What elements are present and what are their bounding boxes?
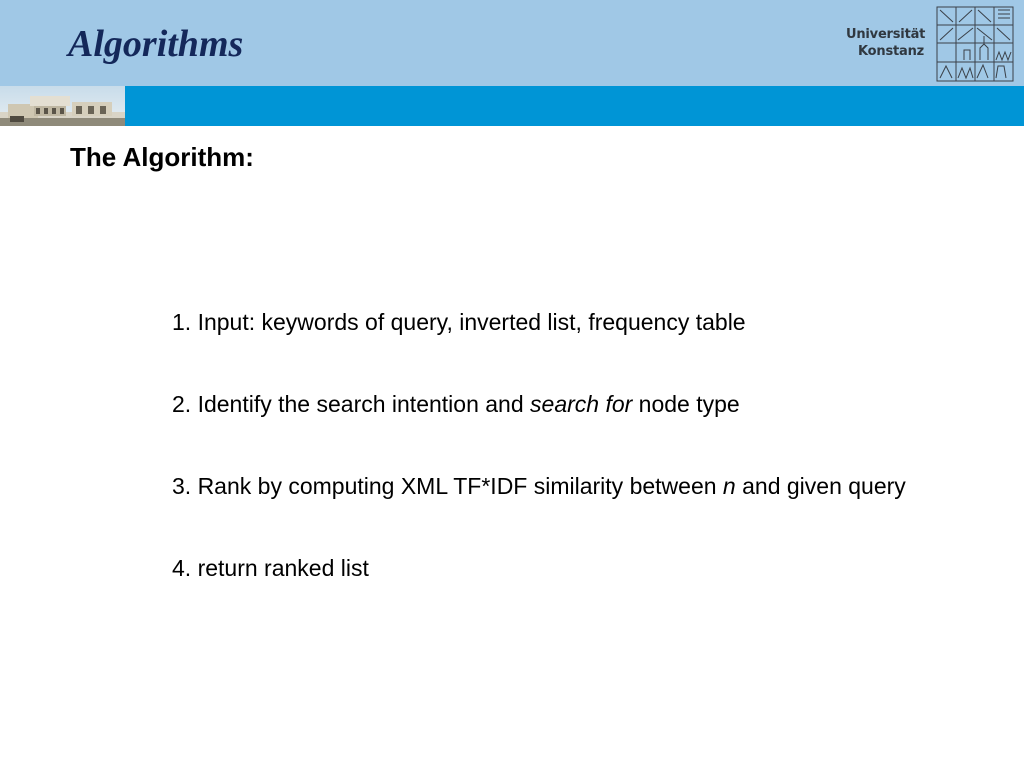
step-2-text: 2. Identify the search intention and — [172, 391, 531, 417]
step-3-emphasis: n — [722, 473, 736, 499]
deck-title: Algorithms — [68, 23, 244, 65]
university-name-line2: Konstanz — [858, 44, 924, 59]
algorithm-step-4 — [172, 552, 962, 585]
campus-building-photo — [0, 86, 125, 126]
university-emblem-icon — [936, 6, 1016, 82]
step-3-suffix: and given query — [735, 473, 906, 499]
algorithm-step-2 — [172, 388, 962, 421]
algorithm-step-3 — [172, 470, 962, 503]
step-1-text: 1. Input: keywords of query, inverted list, frequency table — [172, 309, 746, 335]
university-name — [846, 26, 924, 60]
university-logo — [846, 6, 1016, 82]
step-2-suffix: node type — [632, 391, 740, 417]
algorithm-step-1 — [172, 306, 962, 339]
algorithm-steps-list — [172, 306, 962, 634]
slide-title: The Algorithm: — [70, 142, 254, 172]
step-4-text: 4. return ranked list — [172, 555, 369, 581]
header-band — [0, 86, 1024, 126]
step-3-text: 3. Rank by computing XML TF*IDF similarity between — [172, 473, 723, 499]
university-name-line1: Universität — [846, 27, 926, 42]
slide-header — [0, 0, 1024, 87]
step-2-emphasis: search for — [530, 391, 633, 417]
